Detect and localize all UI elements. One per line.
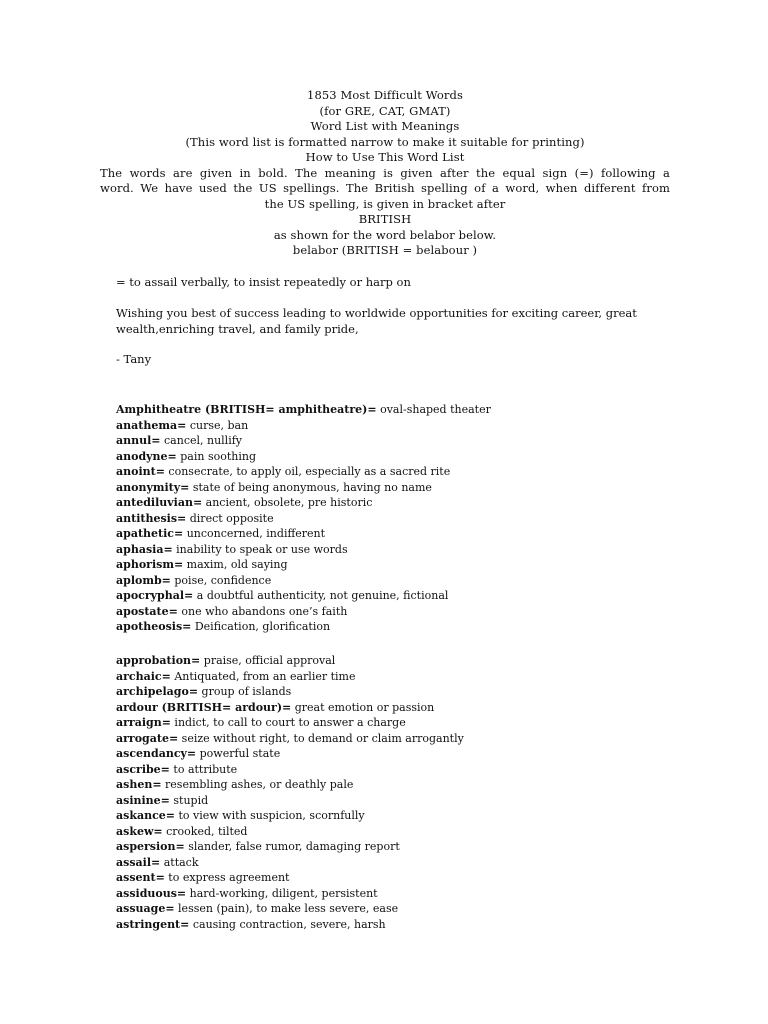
list-item bbox=[116, 495, 676, 511]
list-item bbox=[116, 870, 676, 886]
list-item bbox=[116, 762, 676, 778]
list-item-word: Amphitheatre (BRITISH= amphitheatre)= bbox=[116, 403, 377, 416]
list-item bbox=[116, 917, 676, 933]
list-item-word: astringent= bbox=[116, 917, 190, 931]
list-item-word: apocryphal= bbox=[116, 589, 194, 602]
list-item-definition: unconcerned, indifferent bbox=[183, 527, 326, 540]
list-item bbox=[116, 793, 676, 809]
example-definition: = to assail verbally, to insist repeatedly or harp on bbox=[116, 275, 411, 289]
list-item-definition: seize without right, to demand or claim arrogantly bbox=[178, 731, 464, 745]
list-item-definition: ancient, obsolete, pre historic bbox=[202, 496, 373, 509]
word-list-section-1 bbox=[116, 402, 676, 635]
list-item-definition: to attribute bbox=[169, 762, 238, 776]
list-item-word: arraign= bbox=[116, 716, 171, 729]
list-item bbox=[116, 700, 676, 716]
list-item-word: apotheosis= bbox=[116, 620, 192, 633]
list-item-definition: great emotion or passion bbox=[291, 700, 435, 714]
list-item-definition: oval-shaped theater bbox=[376, 403, 491, 416]
list-item-definition: consecrate, to apply oil, especially as a sacred rite bbox=[164, 465, 451, 478]
list-item bbox=[116, 604, 676, 620]
list-item-word: aspersion= bbox=[116, 840, 185, 853]
list-item bbox=[116, 480, 676, 496]
header-line-example: belabor (BRITISH = belabour ) bbox=[292, 243, 478, 257]
list-item-definition: direct opposite bbox=[186, 511, 274, 525]
list-item-definition: lessen (pain), to make less severe, ease bbox=[174, 902, 399, 915]
list-item-word: assiduous= bbox=[116, 886, 187, 900]
list-item bbox=[116, 824, 676, 840]
list-item bbox=[116, 731, 676, 747]
list-item-word: assail= bbox=[116, 855, 161, 869]
list-item bbox=[116, 619, 676, 635]
wishing-paragraph bbox=[116, 306, 656, 337]
list-item bbox=[116, 588, 676, 604]
list-item-definition: to express agreement bbox=[164, 871, 290, 884]
list-item-definition: poise, confidence bbox=[170, 573, 272, 587]
list-item-word: aphasia= bbox=[116, 542, 173, 556]
list-item bbox=[116, 542, 676, 558]
list-item-word: asinine= bbox=[116, 793, 170, 807]
list-item-word: antithesis= bbox=[116, 511, 187, 525]
list-item bbox=[116, 684, 676, 700]
list-item-word: anathema= bbox=[116, 418, 187, 432]
list-item bbox=[116, 464, 676, 480]
list-item-word: assent= bbox=[116, 871, 165, 884]
header-line-british: BRITISH bbox=[358, 212, 412, 226]
list-item-definition: state of being anonymous, having no name bbox=[189, 480, 432, 494]
list-item-word: aplomb= bbox=[116, 573, 171, 587]
list-item-definition: Antiquated, from an earlier time bbox=[170, 669, 356, 683]
list-item bbox=[116, 839, 676, 855]
wishing-line-2: wealth,enriching travel, and family pride, bbox=[116, 321, 359, 336]
list-item bbox=[116, 402, 676, 418]
document-header bbox=[100, 88, 670, 259]
header-line-instructions-1: The words are given in bold. The meaning is given after the equal sign (=) following a bbox=[100, 165, 670, 180]
list-item bbox=[116, 449, 676, 465]
list-item-word: archipelago= bbox=[116, 685, 199, 698]
list-item-definition: slander, false rumor, damaging report bbox=[184, 840, 400, 853]
list-item-definition: powerful state bbox=[196, 747, 281, 760]
list-item-word: anoint= bbox=[116, 465, 165, 478]
list-item-definition: attack bbox=[160, 855, 199, 869]
list-item bbox=[116, 511, 676, 527]
header-line-word-list: Word List with Meanings bbox=[310, 119, 460, 133]
list-item-definition: curse, ban bbox=[186, 418, 249, 432]
word-list-section-2 bbox=[116, 653, 676, 932]
list-item-word: askance= bbox=[116, 809, 175, 822]
list-item bbox=[116, 808, 676, 824]
list-item-word: ardour (BRITISH= ardour)= bbox=[116, 700, 292, 714]
list-item bbox=[116, 669, 676, 685]
list-item-word: assuage= bbox=[116, 902, 175, 915]
header-line-instructions-3: the US spelling, is given in bracket after bbox=[264, 196, 506, 211]
list-item-word: antediluvian= bbox=[116, 496, 203, 509]
list-item-word: approbation= bbox=[116, 654, 201, 667]
list-item bbox=[116, 715, 676, 731]
list-item bbox=[116, 653, 676, 669]
header-line-how-to-use: How to Use This Word List bbox=[305, 150, 465, 164]
list-item-definition: hard-working, diligent, persistent bbox=[186, 886, 378, 900]
list-item-definition: Deification, glorification bbox=[191, 620, 331, 633]
list-item-definition: praise, official approval bbox=[200, 654, 336, 667]
list-item bbox=[116, 526, 676, 542]
header-line-instructions-2: word. We have used the US spellings. The British spelling of a word, when different from bbox=[100, 181, 670, 195]
list-item-word: ascendancy= bbox=[116, 747, 197, 760]
list-item-word: apathetic= bbox=[116, 527, 184, 540]
list-item-word: apostate= bbox=[116, 604, 178, 618]
list-item bbox=[116, 886, 676, 902]
list-item bbox=[116, 777, 676, 793]
list-item-definition: a doubtful authenticity, not genuine, fictional bbox=[193, 589, 449, 602]
list-item-word: aphorism= bbox=[116, 558, 184, 571]
list-item bbox=[116, 746, 676, 762]
list-item-definition: one who abandons one’s faith bbox=[177, 604, 348, 618]
list-item-definition: causing contraction, severe, harsh bbox=[189, 917, 386, 931]
list-item-definition: resembling ashes, or deathly pale bbox=[161, 778, 354, 791]
list-item-definition: indict, to call to court to answer a charge bbox=[170, 716, 406, 729]
list-item-word: anodyne= bbox=[116, 449, 177, 463]
list-item bbox=[116, 433, 676, 449]
list-item bbox=[116, 573, 676, 589]
document-title: 1853 Most Difficult Words bbox=[307, 88, 463, 102]
list-item-word: arrogate= bbox=[116, 731, 179, 745]
signature: - Tany bbox=[116, 352, 152, 366]
list-item bbox=[116, 418, 676, 434]
list-item-word: annul= bbox=[116, 434, 161, 447]
list-item-word: askew= bbox=[116, 824, 163, 838]
list-item-definition: group of islands bbox=[198, 685, 292, 698]
list-item bbox=[116, 855, 676, 871]
document-subtitle: (for GRE, CAT, GMAT) bbox=[319, 103, 451, 118]
wishing-line-1: Wishing you best of success leading to worldwide opportunities for exciting career, great bbox=[116, 306, 637, 320]
list-item-word: archaic= bbox=[116, 669, 171, 683]
list-item-word: ascribe= bbox=[116, 762, 170, 776]
list-item-definition: cancel, nullify bbox=[160, 434, 243, 447]
list-item-definition: maxim, old saying bbox=[183, 558, 288, 571]
header-line-format-note: (This word list is formatted narrow to make it suitable for printing) bbox=[185, 134, 585, 149]
list-item-definition: stupid bbox=[169, 793, 209, 807]
list-item-definition: crooked, tilted bbox=[162, 824, 248, 838]
list-item-word: anonymity= bbox=[116, 480, 190, 494]
list-item-definition: inability to speak or use words bbox=[172, 542, 348, 556]
list-item-word: ashen= bbox=[116, 778, 162, 791]
list-item bbox=[116, 557, 676, 573]
list-item bbox=[116, 901, 676, 917]
list-item-definition: to view with suspicion, scornfully bbox=[174, 809, 365, 822]
header-line-example-note: as shown for the word belabor below. bbox=[273, 227, 497, 242]
list-item-definition: pain soothing bbox=[176, 449, 256, 463]
